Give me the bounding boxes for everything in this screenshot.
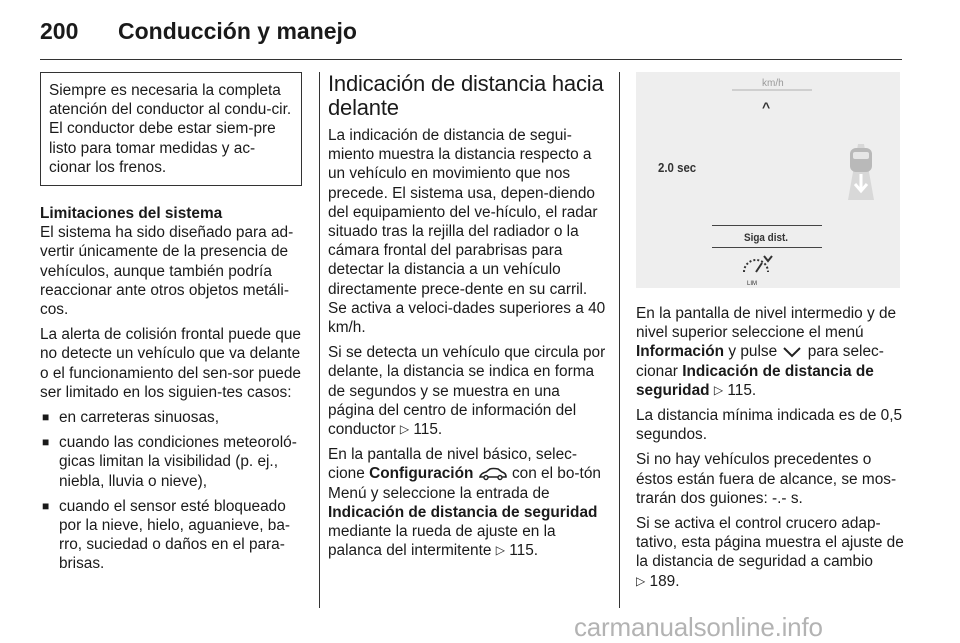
page-header: [40, 12, 902, 58]
display-text: Si se detecta un vehículo que circula por delante, la distancia se indica en forma de segundos y se muestra en una página del centro de información del conductor: [328, 344, 606, 439]
column-left: [40, 72, 302, 580]
chevron-up-icon: ^: [762, 99, 771, 115]
page-reference[interactable]: [636, 572, 679, 591]
minimum-distance-paragraph: La distancia mínima indicada es de 0,5 segundos.: [636, 407, 903, 444]
chapter-title: Conducción y manejo: [118, 18, 357, 44]
vehicle-ahead-icon: [836, 140, 886, 200]
page-reference[interactable]: [496, 541, 538, 560]
menu-paragraph: [636, 304, 904, 400]
limits-heading: Limitaciones del sistema: [40, 205, 223, 223]
limiter-label: LIM: [747, 281, 758, 287]
distance-indication-term: Indicación de distancia de seguridad: [636, 362, 874, 399]
intro-paragraph: La indicación de distancia de segui-miento muestra la distancia respecto a un vehículo en movimiento que nos precede. El sistema usa, depen-diendo del equipamiento del ve-hículo, el radar situado tras la rejilla del radiador o la cámara frontal del parabrisas para detectar la distancia a un vehículo directamente prece-dente en su carril. Se activa a veloci-dades superiores a 40 km/h.: [328, 127, 606, 337]
page-reference[interactable]: [400, 420, 442, 439]
basic-level-text-b: con el bo-tón Menú y seleccione la entrada de: [328, 465, 601, 502]
bullet-square-icon: ■: [42, 435, 50, 450]
basic-level-text-c: mediante la rueda de ajuste en la palanca del intermitente: [328, 523, 556, 560]
menu-text-b: y pulse: [728, 343, 778, 361]
bullet-square-icon: ■: [42, 498, 50, 513]
bullet-square-icon: ■: [42, 410, 50, 425]
page-number: 200: [40, 18, 79, 44]
driver-info-display-figure: [636, 72, 900, 288]
page-reference[interactable]: [714, 381, 756, 400]
cruise-control-text: Si se activa el control crucero adap-tativo, esta página muestra el ajuste de la distancia de seguridad a cambio: [636, 515, 904, 571]
column-divider-left: [319, 72, 320, 608]
warning-text: Siempre es necesaria la completa atención del conductor al condu-cir. El conductor debe estar siem-pre listo para tomar medidas y ac-cionar los frenos.: [49, 82, 292, 176]
list-item: [40, 497, 302, 574]
page-reference-number: 189.: [649, 572, 680, 590]
chevron-down-icon: [781, 345, 803, 359]
triangle-right-icon: ▷: [713, 382, 724, 397]
list-item-text: en carreteras sinuosas,: [59, 409, 219, 427]
basic-level-text-a: En la pantalla de nivel básico, selec-cione: [328, 446, 577, 483]
column-right: [636, 72, 904, 597]
page-reference-number: 115.: [727, 381, 757, 399]
list-item: [40, 433, 302, 491]
follow-distance-label: Siga dist.: [744, 232, 789, 244]
speed-unit-label: km/h: [762, 78, 784, 89]
display-top-bar: [732, 89, 812, 91]
menu-text-c: para selec-cionar: [636, 343, 884, 380]
watermark: carmanualsonline.info: [574, 612, 823, 642]
alert-text: La alerta de colisión frontal puede que no detecte un vehículo que va delante o el funcionamiento del sen-sor puede ser limitado en los siguien-tes casos:: [40, 326, 301, 401]
information-term: Información: [636, 343, 725, 361]
menu-text-a: En la pantalla de nivel intermedio y de nivel superior seleccione el menú: [636, 305, 897, 342]
display-paragraph: [328, 343, 606, 439]
settings-term: Configuración: [369, 465, 474, 483]
list-item: [40, 408, 302, 427]
distance-indication-term: Indicación de distancia de seguridad: [328, 503, 598, 521]
triangle-right-icon: ▷: [399, 422, 410, 437]
basic-level-paragraph: [328, 445, 606, 560]
header-rule: [40, 59, 902, 60]
time-gap-value: 2.0 sec: [658, 160, 697, 175]
cruise-control-paragraph: [636, 514, 904, 591]
section-heading: Indicación de distancia hacia delante: [328, 71, 604, 120]
no-vehicle-paragraph: Si no hay vehículos precedentes o éstos están fuera de alcance, se mos-trarán dos guiones: -.- s.: [636, 451, 897, 507]
warning-box: [40, 72, 302, 186]
triangle-right-icon: ▷: [495, 543, 505, 558]
page-reference-number: 115.: [413, 421, 443, 439]
page-reference-number: 115.: [509, 542, 539, 560]
display-rule-top: [712, 225, 822, 226]
list-item-text: cuando las condiciones meteoroló-gicas limitan la visibilidad (p. ej., niebla, lluvia o nieve),: [59, 434, 297, 490]
triangle-right-icon: ▷: [636, 573, 646, 588]
list-item-text: cuando el sensor esté bloqueado por la nieve, hielo, aguanieve, ba-rro, suciedad o daños en el para-brisas.: [59, 497, 291, 573]
limits-text: El sistema ha sido diseñado para ad-vertir únicamente de la presencia de vehículos, aunque también podría reaccionar ante otros objetos metáli-cos.: [40, 224, 294, 319]
display-rule-bottom: [712, 247, 822, 248]
column-middle: [328, 72, 606, 566]
column-divider-right: [619, 72, 620, 608]
car-settings-icon: [478, 467, 508, 481]
conditions-list: [40, 408, 302, 574]
